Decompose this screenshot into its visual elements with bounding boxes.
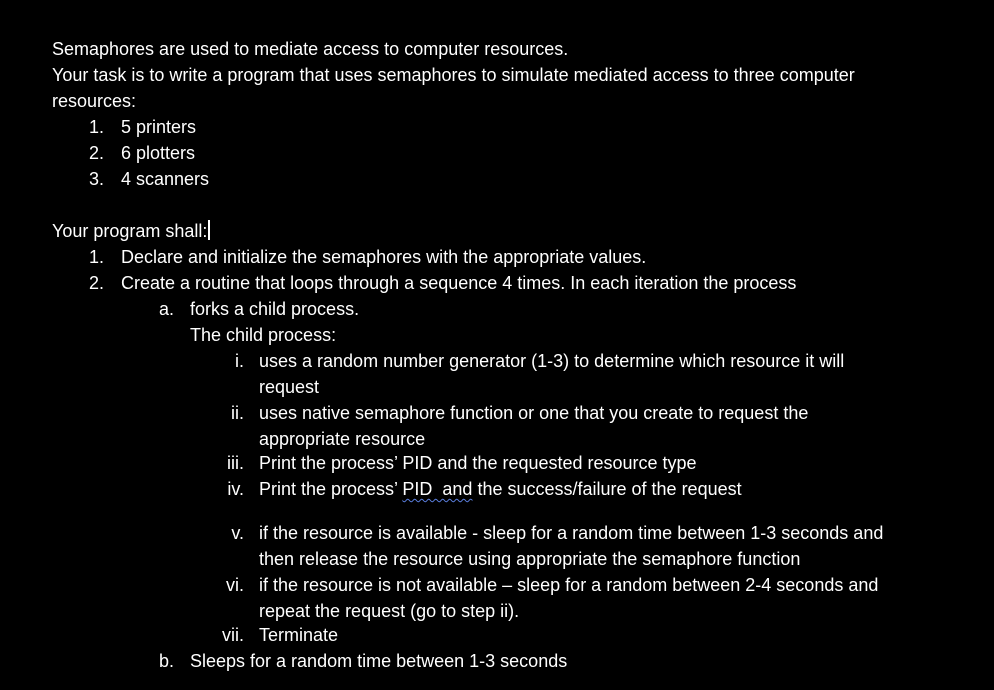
step-number: 1. <box>88 247 104 267</box>
substep-a-text: forks a child process. <box>190 299 360 319</box>
text-cursor <box>208 220 210 240</box>
child-step-iv-text <box>259 478 742 500</box>
child-step-v-line-1: if the resource is available - sleep for a random time between 1-3 seconds and <box>259 523 884 543</box>
intro-line-1: Semaphores are used to mediate access to computer resources. <box>52 39 569 59</box>
child-step-vi-line-2: repeat the request (go to step ii). <box>259 601 520 621</box>
resource-item: 4 scanners <box>121 169 210 189</box>
program-heading-line[interactable] <box>52 220 210 242</box>
child-step-numeral: vii. <box>222 625 244 645</box>
child-step-i-line-2: request <box>259 377 320 397</box>
child-step-vi-line-1: if the resource is not available – sleep for a random between 2-4 seconds and <box>259 575 879 595</box>
resource-number: 1. <box>88 117 104 137</box>
child-step-v-line-2: then release the resource using appropriate the semaphore function <box>259 549 801 569</box>
substep-letter: b. <box>158 651 174 671</box>
child-step-iii-text: Print the process’ PID and the requested resource type <box>259 453 697 473</box>
step-2-text: Create a routine that loops through a sequence 4 times. In each iteration the process <box>121 273 797 293</box>
child-step-ii-line-1: uses native semaphore function or one that you create to request the <box>259 403 809 423</box>
child-step-iv-pre: Print the process’ <box>259 479 403 499</box>
resource-item: 6 plotters <box>121 143 196 163</box>
child-step-i-line-1: uses a random number generator (1-3) to determine which resource it will <box>259 351 845 371</box>
step-number: 2. <box>88 273 104 293</box>
intro-line-2: Your task is to write a program that uses semaphores to simulate mediated access to three computer <box>52 65 855 85</box>
program-heading: Your program shall: <box>52 221 208 241</box>
substep-b-text: Sleeps for a random time between 1-3 seconds <box>190 651 568 671</box>
child-step-numeral: iv. <box>227 479 244 499</box>
child-step-vii-text: Terminate <box>259 625 339 645</box>
child-step-numeral: vi. <box>226 575 244 595</box>
child-step-iv-post: the success/failure of the request <box>472 479 742 499</box>
resource-number: 2. <box>88 143 104 163</box>
resource-number: 3. <box>88 169 104 189</box>
step-1-text: Declare and initialize the semaphores with the appropriate values. <box>121 247 647 267</box>
child-step-ii-line-2: appropriate resource <box>259 429 426 449</box>
child-process-heading: The child process: <box>190 325 337 345</box>
child-step-numeral: i. <box>235 351 244 371</box>
spellcheck-flagged-text[interactable]: PID and <box>402 479 473 499</box>
substep-letter: a. <box>158 299 174 319</box>
resource-item: 5 printers <box>121 117 197 137</box>
child-step-numeral: iii. <box>227 453 244 473</box>
intro-line-3: resources: <box>52 91 137 111</box>
child-step-numeral: v. <box>231 523 244 543</box>
child-step-numeral: ii. <box>231 403 244 423</box>
